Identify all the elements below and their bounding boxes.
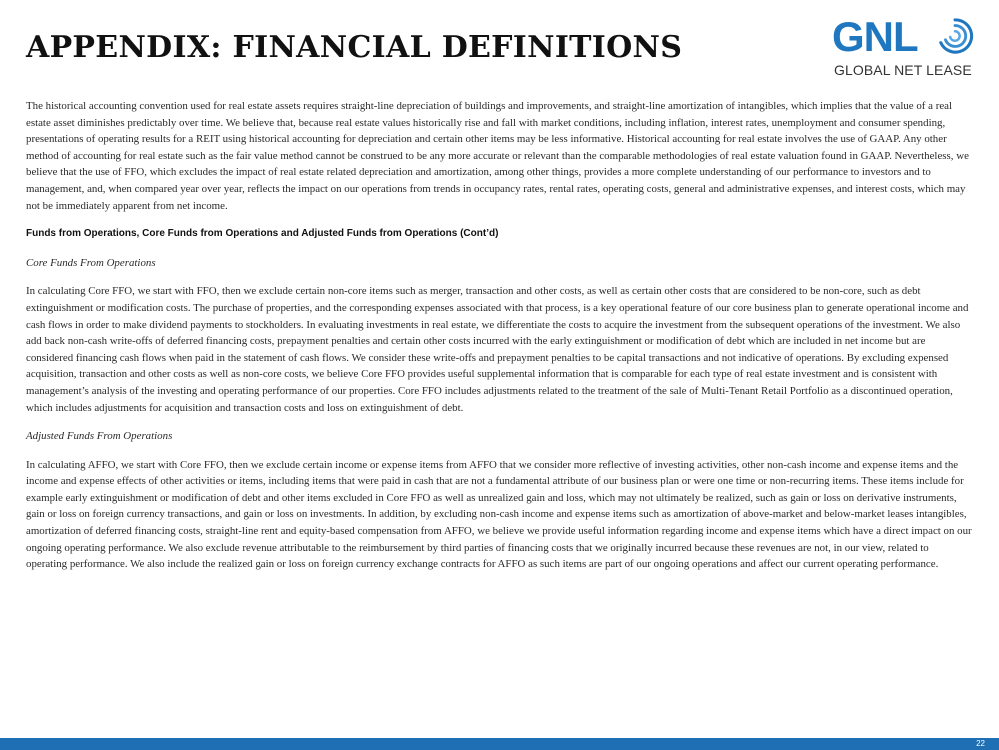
definitions-body — [26, 98, 972, 585]
page-number: 22 — [976, 739, 985, 748]
gnl-logo — [832, 14, 977, 84]
section-heading: Funds from Operations, Core Funds from Operations and Adjusted Funds from Operations (Cont’d) — [26, 228, 499, 240]
core-ffo-paragraph: In calculating Core FFO, we start with FFO, then we exclude certain non-core items such as merger, transaction and other costs, as well as certain other costs that are considered to be non-core, such as debt extinguishment or modification costs. The purchase of properties, and the corresponding expenses associated with that process, is a key operational feature of our core business plan to generate operational income and cash flows in order to make dividend payments to stockholders. In evaluating investments in real estate, we differentiate the costs to acquire the investment from the subsequent operations of the investment. We also add back non-cash write-offs of deferred financing costs, prepayment penalties and certain other costs incurred with the early extinguishment or modification of debt which are included in net income but are considered financing cash flows when paid in the statement of cash flows. We consider these write-offs and prepayment penalties to be capital transactions and not indicative of operations. By excluding expensed acquisition, transaction and other costs as well as non-core costs, we believe Core FFO provides useful supplemental information that is comparable for each type of real estate investment and is consistent with management’s analysis of the investing and operating performance of our properties. Core FFO includes adjustments related to the treatment of the sale of Multi-Tenant Retail Portfolio as a discontinued operation, which includes adjustments for acquisition and transaction costs and loss on extinguishment of debt. — [26, 285, 969, 414]
intro-paragraph: The historical accounting convention used for real estate assets requires straight-line depreciation of buildings and improvements, and straight-line amortization of intangibles, which implies that the value of a real estate asset diminishes predictably over time. We believe that, because real estate values historically rise and fall with market conditions, including inflation, interest rates, unemployment and consumer spending, presentations of operating results for a REIT using historical accounting for depreciation and certain other items may be less informative. Historical accounting for real estate involves the use of GAAP. Any other method of accounting for real estate such as the fair value method cannot be construed to be any more accurate or relevant than the comparable methodologies of real estate valuation found in GAAP. Nevertheless, we believe that the use of FFO, which excludes the impact of real estate related depreciation and amortization, among other things, provides a more complete understanding of our performance to investors and to management, and, when compared year over year, reflects the impact on our operations from trends in occupancy rates, rental rates, operating costs, general and administrative expenses, and interest costs, which may not be immediately apparent from net income. — [26, 100, 969, 212]
page-title: APPENDIX: FINANCIAL DEFINITIONS — [26, 30, 683, 65]
logo-subtitle: GLOBAL NET LEASE — [834, 62, 972, 78]
affo-heading: Adjusted Funds From Operations — [26, 430, 173, 443]
footer-bar — [0, 738, 999, 750]
swirl-mark-icon — [936, 16, 974, 56]
affo-paragraph: In calculating AFFO, we start with Core FFO, then we exclude certain income or expense items from AFFO that we consider more reflective of investing activities, other non-cash income and expense items and the income and expense effects of other activities or items, including items that were paid in cash that are not a fundamental attribute of our business plan or were one time or non-recurring items. These items include for example early extinguishment or modification of debt and other items excluded in Core FFO as well as unrealized gain and loss, which may not ultimately be realized, such as gain or loss on derivative instruments, gain or loss on foreign currency transactions, and gain or loss on investments. In addition, by excluding non-cash income and expense items such as amortization of above-market and below-market leases intangibles, amortization of deferred financing costs, straight-line rent and equity-based compensation from AFFO, we believe we provide useful information regarding income and expense items which have a direct impact on our ongoing operating performance. We also exclude revenue attributable to the reimbursement by third parties of financing costs that we originally incurred because these revenues are not, in our view, related to operating performance. We also include the realized gain or loss on foreign currency exchange contracts for AFFO as such items are part of our ongoing operations and affect our current operating performance. — [26, 458, 972, 571]
core-ffo-heading: Core Funds From Operations — [26, 256, 156, 269]
logo-wordmark: GNL — [832, 13, 918, 60]
